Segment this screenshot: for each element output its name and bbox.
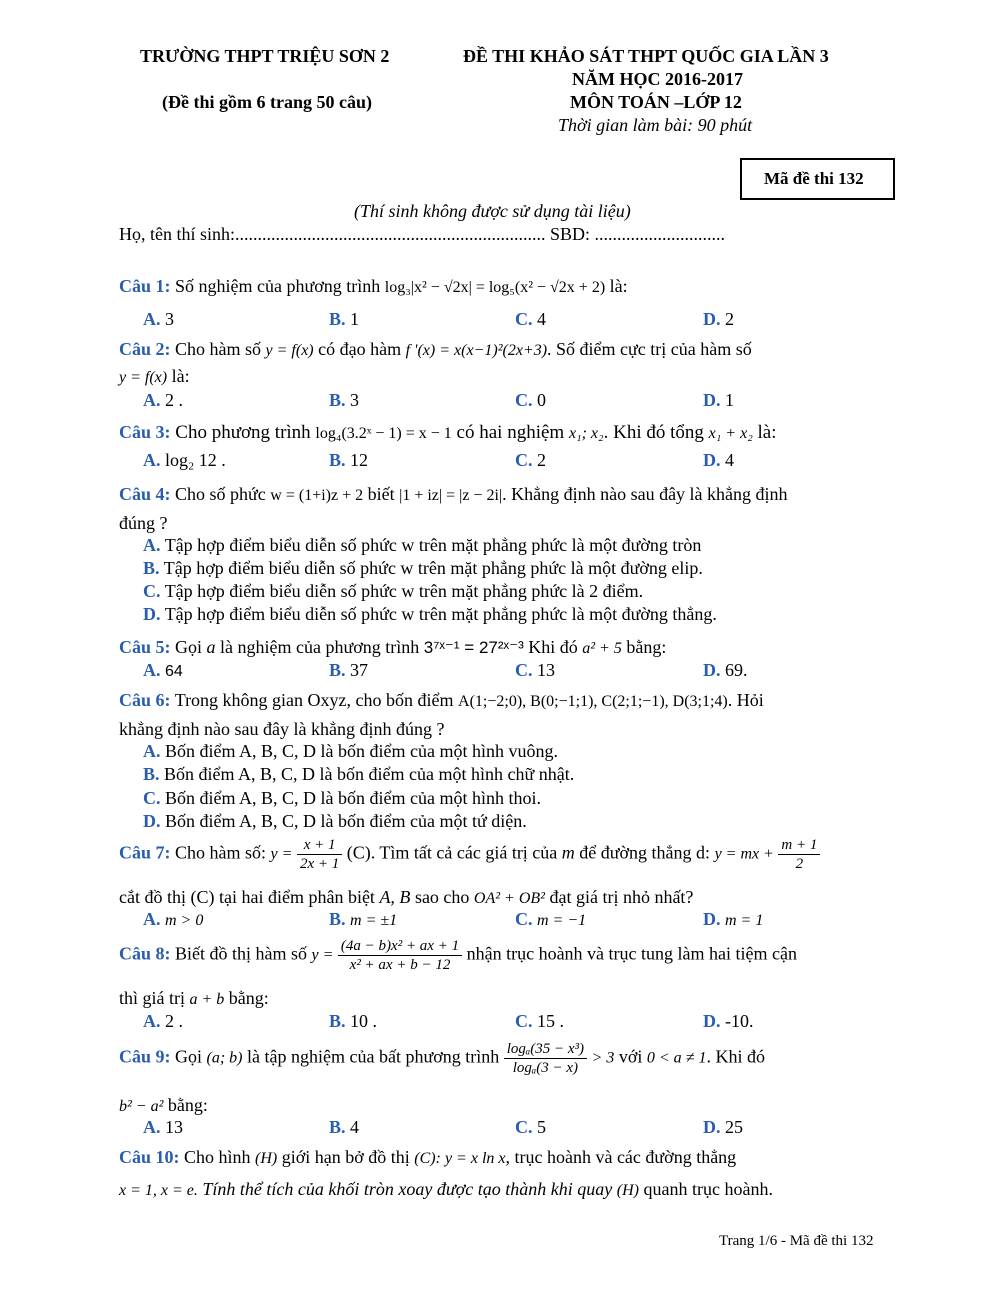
exam-title: ĐỀ THI KHẢO SÁT THPT QUỐC GIA LẦN 3 [463, 46, 829, 66]
option-c[interactable]: C. 5 [515, 1117, 546, 1137]
option-b[interactable]: B. Tập hợp điểm biểu diễn số phức w trên mặt phẳng phức là một đường elip. [143, 558, 703, 578]
option-c[interactable]: C. m = −1 [515, 909, 587, 929]
option-d[interactable]: D. 25 [703, 1117, 743, 1137]
question-1: Câu 1: Số nghiệm của phương trình log₃|x² − √2x| = log₅(x² − √2x + 2) là: [119, 276, 628, 296]
question-4: Câu 4: Cho số phức w = (1+i)z + 2 biết |1 + iz| = |z − 2i|. Khẳng định nào sau đây là khẳng định [119, 484, 788, 504]
option-d[interactable]: D. m = 1 [703, 909, 764, 929]
exam-code-box [740, 158, 895, 200]
school-year: NĂM HỌC 2016-2017 [572, 69, 743, 89]
option-d[interactable]: D. Tập hợp điểm biểu diễn số phức w trên mặt phẳng phức là một đường thẳng. [143, 604, 717, 624]
question-label: Câu 7: [119, 842, 171, 863]
question-9-cont: b² − a² bằng: [119, 1095, 208, 1115]
option-b[interactable]: B. 12 [329, 450, 369, 470]
option-d[interactable]: D. 69. [703, 660, 748, 680]
option-a[interactable]: A. 13 [143, 1117, 183, 1137]
option-d[interactable]: D. 1 [703, 390, 734, 410]
option-d[interactable]: D. 2 [703, 309, 734, 329]
question-7: Câu 7: Cho hàm số: y = $\frac{x + 1}{2x + 1}$ (C). Tìm tất cả các giá trị của m để đường thẳng d: y = mx + $\frac{m + 1}{2}$ [119, 836, 820, 873]
question-9: Câu 9: Gọi (a; b) là tập nghiệm của bất phương trình $\frac{\text{logₐ(35 − x³)}}{\text{logₐ(3 − x)}}$ > 3 với 0 < a ≠ 1. Khi đó [119, 1041, 765, 1076]
question-8: Câu 8: Biết đồ thị hàm số y = $\frac{\text{(4a − b)x² + ax + 1}}{\text{x² + ax + b − 12}}$ nhận trục hoành và trục tung làm hai tiệm cận [119, 938, 797, 973]
page-footer: Trang 1/6 - Mã đề thi 132 [719, 1233, 874, 1249]
question-2: Câu 2: Cho hàm số y = f(x) có đạo hàm f '(x) = x(x−1)²(2x+3). Số điểm cực trị của hàm số [119, 339, 752, 359]
option-b[interactable]: B. m = ±1 [329, 909, 398, 929]
question-10-cont: x = 1, x = e. Tính thể tích của khối tròn xoay được tạo thành khi quay (H) quanh trục hoành. [119, 1179, 773, 1199]
question-10: Câu 10: Cho hình (H) giới hạn bở đồ thị (C): y = x ln x, trục hoành và các đường thẳng [119, 1147, 737, 1167]
question-label: Câu 2: [119, 339, 171, 359]
question-6-cont: khẳng định nào sau đây là khẳng định đúng ? [119, 719, 445, 739]
question-label: Câu 5: [119, 637, 171, 657]
question-label: Câu 1: [119, 276, 171, 296]
option-c[interactable]: C. 13 [515, 660, 555, 680]
question-label: Câu 9: [119, 1046, 171, 1067]
option-a[interactable]: A. log₂ 12 . [143, 450, 226, 470]
question-8-cont: thì giá trị a + b bằng: [119, 988, 269, 1008]
option-a[interactable]: A. Tập hợp điểm biểu diễn số phức w trên mặt phẳng phức là một đường tròn [143, 535, 702, 555]
option-d[interactable]: D. 4 [703, 450, 734, 470]
fraction: $\frac{x + 1}{2x + 1}$ [297, 836, 342, 873]
option-d[interactable]: D. Bốn điểm A, B, C, D là bốn điểm của một tứ diện. [143, 811, 527, 831]
option-c[interactable]: C. Bốn điểm A, B, C, D là bốn điểm của một hình thoi. [143, 788, 541, 808]
option-b[interactable]: B. 3 [329, 390, 360, 410]
question-label: Câu 3: [119, 422, 171, 442]
option-d[interactable]: D. -10. [703, 1011, 754, 1031]
question-label: Câu 10: [119, 1147, 180, 1167]
subject: MÔN TOÁN –LỚP 12 [570, 92, 742, 112]
pages-note: (Đề thi gồm 6 trang 50 câu) [162, 92, 372, 112]
question-4-cont: đúng ? [119, 513, 168, 533]
option-b[interactable]: B. Bốn điểm A, B, C, D là bốn điểm của một hình chữ nhật. [143, 764, 575, 784]
question-6: Câu 6: Trong không gian Oxyz, cho bốn điểm A(1;−2;0), B(0;−1;1), C(2;1;−1), D(3;1;4). Hỏi [119, 690, 764, 710]
question-label: Câu 6: [119, 690, 171, 710]
option-b[interactable]: B. 37 [329, 660, 369, 680]
equation: log₃|x² − √2x| = log₅(x² − √2x + 2) [384, 279, 606, 296]
fraction: $\frac{\text{(4a − b)x² + ax + 1}}{\text{x² + ax + b − 12}}$ [338, 937, 462, 974]
question-label: Câu 8: [119, 943, 171, 964]
no-documents-note: (Thí sinh không được sử dụng tài liệu) [354, 201, 631, 221]
option-c[interactable]: C. Tập hợp điểm biểu diễn số phức w trên mặt phẳng phức là 2 điểm. [143, 581, 644, 601]
option-a[interactable]: A. 64 [143, 660, 183, 680]
option-b[interactable]: B. 4 [329, 1117, 360, 1137]
fraction: $\frac{m + 1}{2}$ [778, 836, 820, 873]
school-name: TRƯỜNG THPT TRIỆU SƠN 2 [140, 46, 390, 66]
candidate-info-line: Họ, tên thí sinh:..................................................................... SBD: ............................. [119, 224, 726, 244]
question-2-cont: y = f(x) là: [119, 366, 190, 386]
question-label: Câu 4: [119, 484, 171, 504]
fraction: $\frac{\text{logₐ(35 − x³)}}{\text{logₐ(3 − x)}}$ [504, 1040, 587, 1077]
option-c[interactable]: C. 0 [515, 390, 546, 410]
option-b[interactable]: B. 10 . [329, 1011, 378, 1031]
question-5: Câu 5: Gọi a là nghiệm của phương trình 3⁷ˣ⁻¹ = 27²ˣ⁻³ Khi đó a² + 5 bằng: [119, 637, 667, 657]
question-3: Câu 3: Cho phương trình log₄(3.2ˣ − 1) = x − 1 có hai nghiệm x₁; x₂. Khi đó tổng x₁ + x₂ là: [119, 422, 777, 443]
exam-code: Mã đề thi 132 [764, 169, 864, 188]
option-a[interactable]: A. m > 0 [143, 909, 204, 929]
option-a[interactable]: A. 2 . [143, 1011, 183, 1031]
duration: Thời gian làm bài: 90 phút [558, 115, 753, 135]
option-a[interactable]: A. Bốn điểm A, B, C, D là bốn điểm của một hình vuông. [143, 741, 558, 761]
question-7-cont: cắt đồ thị (C) tại hai điểm phân biệt A, B sao cho OA² + OB² đạt giá trị nhỏ nhất? [119, 887, 694, 907]
option-c[interactable]: C. 2 [515, 450, 546, 470]
option-a[interactable]: A. 2 . [143, 390, 183, 410]
option-a[interactable]: A. 3 [143, 309, 174, 329]
option-c[interactable]: C. 4 [515, 309, 546, 329]
option-c[interactable]: C. 15 . [515, 1011, 564, 1031]
option-b[interactable]: B. 1 [329, 309, 360, 329]
